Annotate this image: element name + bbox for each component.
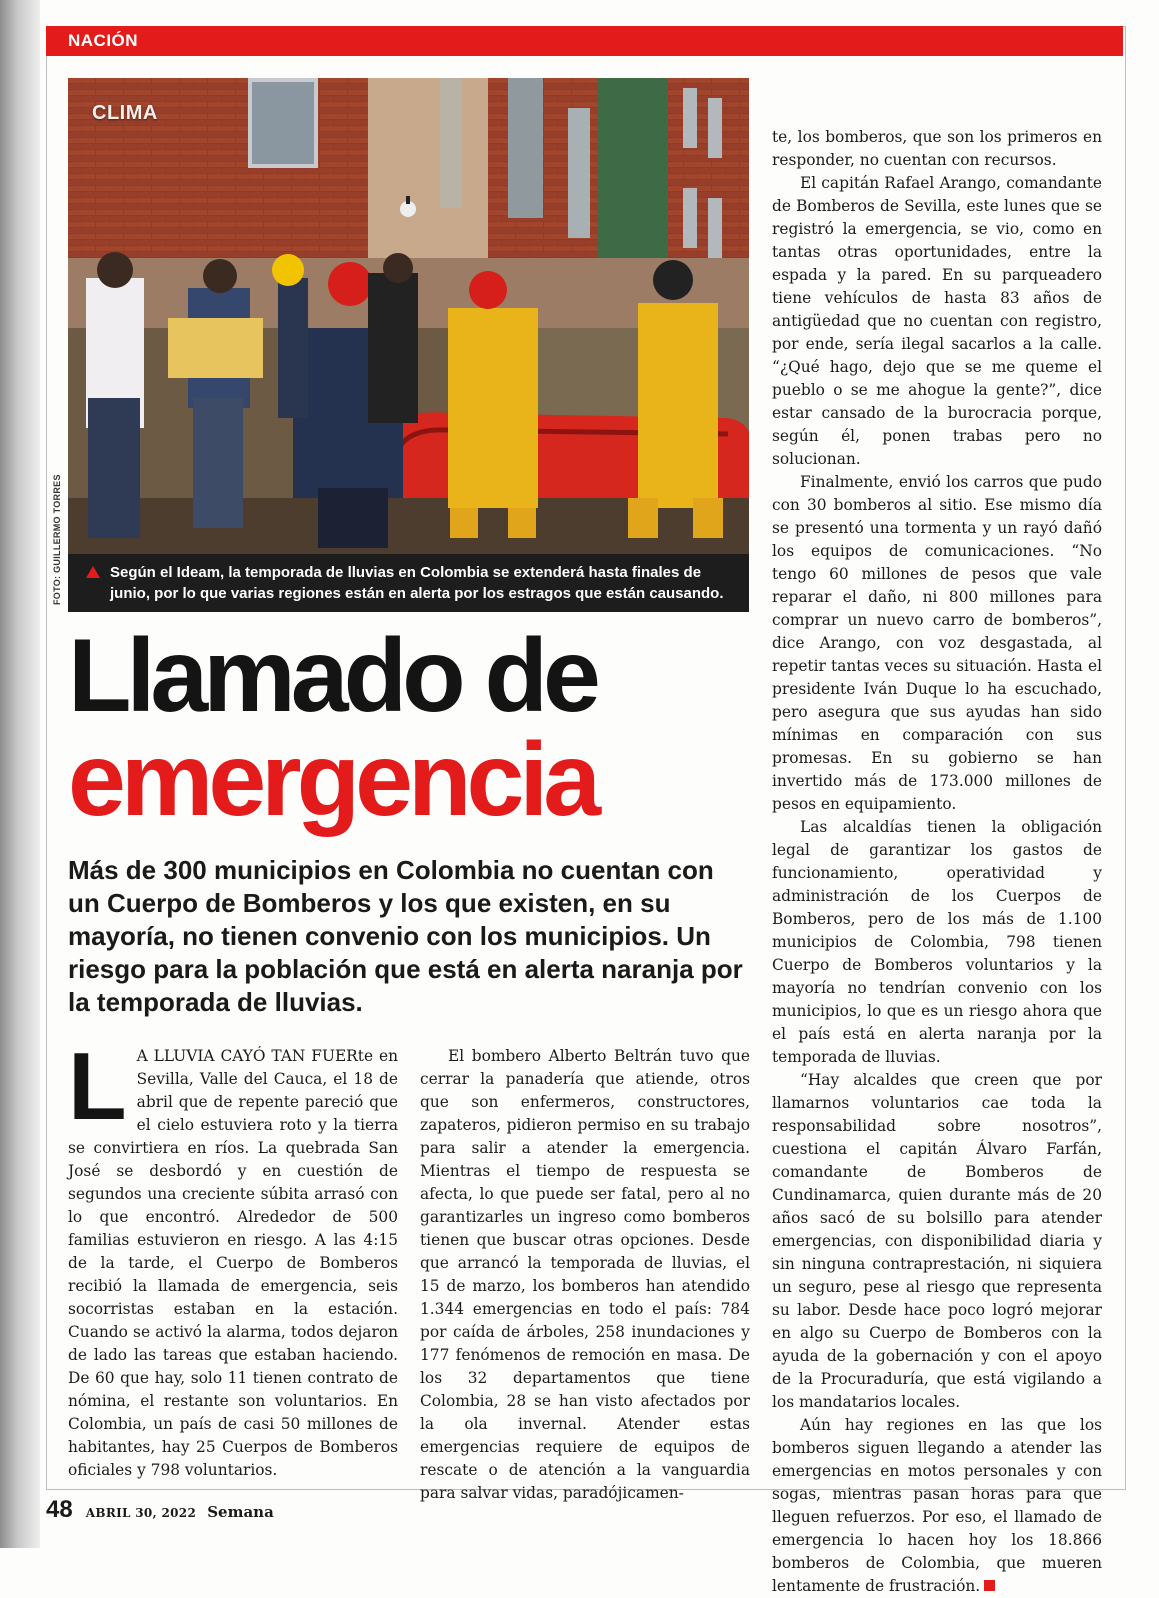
section-bar (46, 26, 1123, 56)
body-paragraph: Finalmente, envió los carros que pudo con 30 bomberos al sitio. Ese mismo día se presentó una tormenta y un rayó dañó los equipos de comunicaciones. “No tengo 60 millones de pesos que vale reparar el daño, ni 800 millones para comprar un nuevo carro de bomberos”, dice Arango, con voz desgastada, al repetir tantas veces su situación. Hasta el presidente Iván Duque lo ha escuchado, pero asegura que sus ayudas han sido mínimas en comparación con sus promesas. En su gobierno se han invertido más de 173.000 millones de pesos en equipamiento. (772, 473, 1102, 813)
body-column-3 (772, 126, 1102, 1598)
main-photo (68, 78, 749, 554)
deck-summary: Más de 300 municipios en Colombia no cuentan con un Cuerpo de Bomberos y los que existen, en su mayoría, no tienen convenio con los municipios. Un riesgo para la población que está en alerta naranja por la temporada de lluvias. (68, 855, 743, 1017)
body-paragraph: te, los bomberos, que son los primeros en responder, no cuentan con recursos. (772, 128, 1102, 169)
end-square-icon (984, 1580, 995, 1591)
body-paragraph: El capitán Rafael Arango, comandante de Bomberos de Sevilla, este lunes que se registró la emergencia, se vio, como en tantas otras oportunidades, entre la espada y la pared. En su parqueadero tiene vehículos de hasta 83 años de antigüedad que no cuentan con registro, por ende, sería ilegal sacarlos a la calle. “¿Qué hago, dejo que se me queme el pueblo o se me ahogue la gente?”, dice estar cansado de la burocracia porque, según él, ponen trabas pero no solucionan. (772, 174, 1102, 468)
photo-kicker: CLIMA (92, 102, 158, 124)
body-paragraph: A LLUVIA CAYÓ TAN FUERte en Sevilla, Valle del Cauca, el 18 de abril que de repente pareció que el cielo estuviera roto y la tierra se convirtiera en ríos. La quebrada San José se desbordó y en cuestión de segundos una creciente súbita arrasó con lo que encontró. Alrededor de 500 familias estuvieron en riesgo. A las 4:15 de la tarde, el Cuerpo de Bomberos recibió la llamada de emergencia, seis socorristas estaban en la estación. Cuando se activó la alarma, todos dejaron de lado las tareas que estaban haciendo. De 60 que hay, solo 11 tienen contrato de nómina, el restante son voluntarios. En Colombia, un país de casi 50 millones de habitantes, hay 25 Cuerpos de Bomberos oficiales y 798 voluntarios. (68, 1047, 398, 1479)
headline-line-2: emergencia (68, 722, 597, 838)
section-label: NACIÓN (68, 31, 139, 50)
caption-triangle-icon (86, 566, 100, 578)
last-paragraph-text: Aún hay regiones en las que los bomberos siguen llegando a atender las emergencias en motos personales y con sogas, mientras pasan horas para que lleguen refuerzos. Por eso, el llamado de emergencia lo hacen hoy los 18.866 bomberos de Colombia, que mueren lentamente de frustración. (772, 1416, 1102, 1595)
drop-cap: L (68, 1033, 127, 1140)
page-gutter-shadow (0, 0, 40, 1548)
magazine-name: Semana (207, 1503, 274, 1521)
issue-date: ABRIL 30, 2022 (85, 1506, 197, 1520)
body-paragraph: El bombero Alberto Beltrán tuvo que cerrar la panadería que atiende, otros que son enfermeros, constructores, zapateros, pidieron permiso en su trabajo para salir a atender la emergencia. Mientras el tiempo de respuesta se afecta, lo que puede ser fatal, pero al no garantizarles un ingreso como bomberos tienen que buscar otras opciones. Desde que arrancó la temporada de lluvias, el 15 de marzo, los bomberos han atendido 1.344 emergencias en todo el país: 784 por caída de árboles, 258 inundaciones y 177 fenómenos de remoción en masa. De los 32 departamentos que tiene Colombia, 28 se han visto afectados por la ola invernal. Atender estas emergencias requiere de equipos de rescate o de atención a la vanguardia para salvar vidas, paradójicamen- (420, 1047, 750, 1502)
body-column-2 (420, 1045, 750, 1505)
page-number: 48 (46, 1496, 73, 1523)
photo-caption (68, 554, 749, 612)
body-paragraph: Las alcaldías tienen la obligación legal de garantizar los gastos de funcionamiento, operatividad y administración de los Cuerpos de Bomberos, pero de los más de 1.100 municipios de Colombia, 798 tienen Cuerpo de Bomberos voluntarios y la mayoría no tendrían convenio con los municipios, lo que es un riesgo ahora que el país está en alerta naranja por la temporada de lluvias. (772, 818, 1102, 1066)
body-paragraph: “Hay alcaldes que creen que por llamarnos voluntarios cae toda la responsabilidad sobre nosotros”, cuestiona el capitán Álvaro Farfán, comandante de Bomberos de Cundinamarca, quien durante más de 20 años sacó de su bolsillo para atender emergencias, con disponibilidad diaria y sin ninguna contraprestación, ni siquiera un seguro, pese al riesgo que representa su labor. Desde hace poco logró mejorar en algo su Cuerpo de Bomberos con la ayuda de la gobernación y con el apoyo de la Procuraduría, que está vigilando a los mandatarios locales. (772, 1071, 1102, 1411)
headline (68, 618, 758, 838)
headline-line-1: Llamado de (68, 618, 596, 734)
footer-folio (46, 1496, 274, 1524)
caption-text: Según el Ideam, la temporada de lluvias en Colombia se extenderá hasta finales de junio, por lo que varias regiones están en alerta por los estragos que están causando. (110, 564, 724, 602)
body-paragraph-last (772, 1414, 1102, 1598)
photo-credit: FOTO: GUILLERMO TORRES (52, 474, 62, 605)
flood-rescue-illustration (68, 78, 749, 554)
body-column-1 (68, 1033, 398, 1482)
